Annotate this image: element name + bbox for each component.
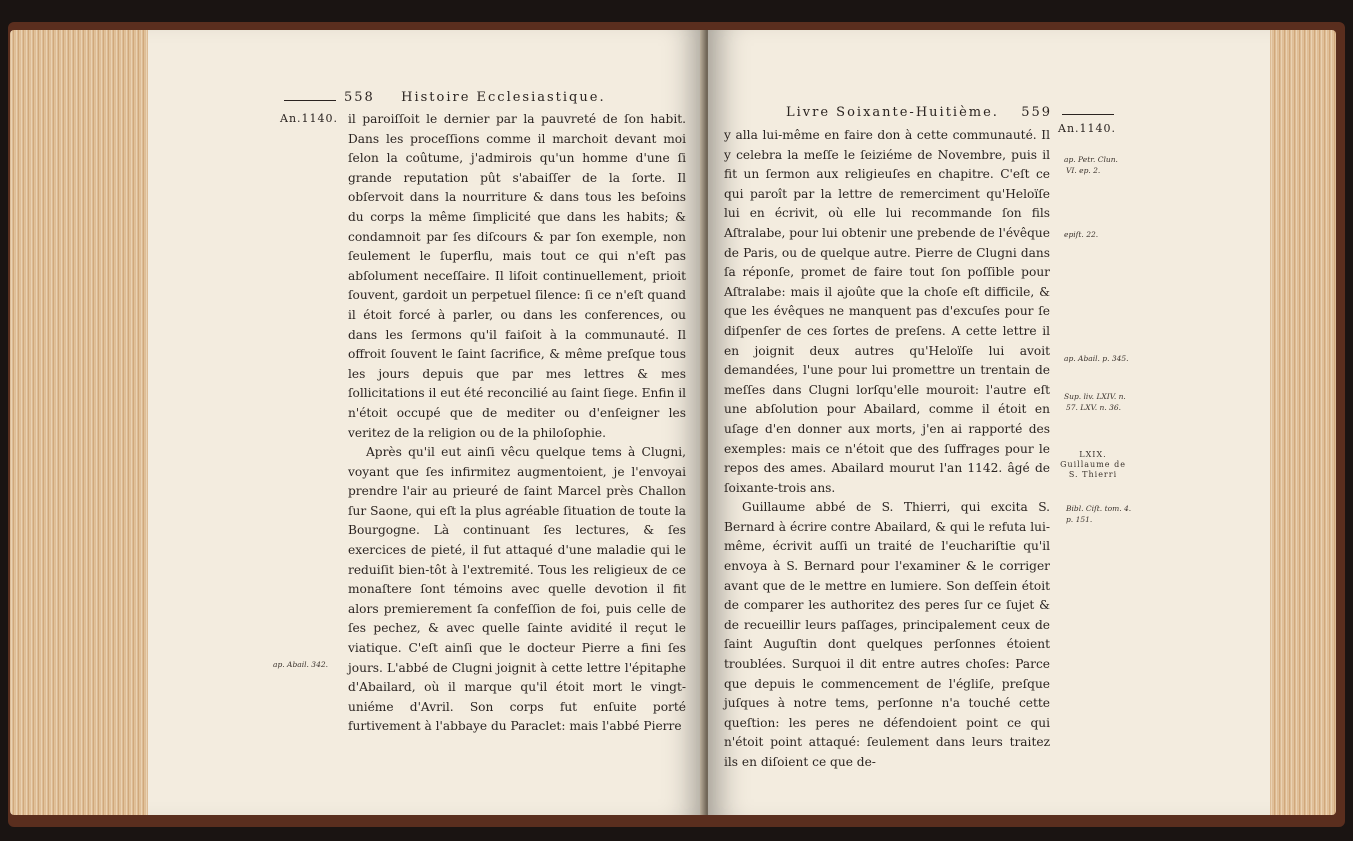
- right-running-head: [786, 105, 1052, 120]
- header-rule-left: [284, 100, 336, 101]
- left-body-text: [348, 110, 686, 737]
- left-running-head: [344, 90, 606, 105]
- right-margin-note-7: Bibl. Ciſt. tom. 4.: [1066, 504, 1132, 513]
- right-margin-note-6: 57. LXV. n. 36.: [1066, 403, 1122, 412]
- left-year: An.1140.: [280, 112, 339, 125]
- left-paragraph-1: il paroiſſoit le dernier par la pauvreté de ſon habit. Dans les proceſſions comme il marchoit devant moi ſelon la coûtume, j'admirois qu'un homme d'une ſi grande reputation pût s'abaiſſer de la ſorte. Il obſervoit dans la nourriture & dans tous les beſoins du corps la même ſimplicité que dans les habits; & condamnoit par ſes diſcours & par ſon exemple, non ſeulement le ſuperflu, mais tout ce qui n'eſt pas abſolument neceſſaire. Il liſoit continuellement, prioit ſouvent, gardoit un perpetuel ſilence: ſi ce n'eſt quand il étoit forcé à parler, ou dans les conferences, ou dans les ſermons qu'il faiſoit à la communauté. Il offroit ſouvent le ſaint ſacrifice, & même preſque tous les jours depuis que par mes lettres & mes ſollicitations il eut été reconcilié au ſaint ſiege. Enfin il n'étoit occupé que de mediter ou d'enſeigner les veritez de la religion ou de la philoſophie.: [348, 112, 686, 440]
- right-page-edges: [1268, 30, 1336, 815]
- right-paragraph-2: Guillaume abbé de S. Thierri, qui excita S. Bernard à écrire contre Abailard, & qui le refuta lui-même, écrivit auſſi un traité de l'euchariſtie qu'il envoya à S. Bernard pour l'examiner & le corriger avant que de le mettre en lumiere. Son deſſein étoit de comparer les authoritez des peres ſur ce ſujet & de recueillir leurs paſſages, principalement ceux de ſaint Auguſtin dont quelques perſonnes étoient troublées. Surquoi il dit entre autres choſes: Parce que depuis le commencement de l'égliſe, preſque juſques à notre tems, perſonne n'a touché cette queſtion: les peres ne défendoient point ce qui n'étoit point attaqué: ſeulement dans leurs traitez ils en diſoient ce que de-: [724, 500, 1050, 769]
- right-year: An.1140.: [1058, 122, 1117, 135]
- right-margin-note-2: VI. ep. 2.: [1066, 166, 1101, 175]
- right-header-title: Livre Soixante-Huitième.: [786, 105, 999, 120]
- section-heading-line-2: S. Thierri: [1068, 470, 1118, 479]
- right-paragraph-1: y alla lui-même en faire don à cette communauté. Il y celebra la meſſe le ſeiziéme de Novembre, puis il fit un ſermon aux religieuſes en chapitre. C'eſt ce qui paroît par la lettre de remerciment qu'Heloïſe lui en écrivit, où elle lui recommande ſon fils Aſtralabe, pour lui obtenir une prebende de l'évêque de Paris, ou de quelque autre. Pierre de Clugni dans ſa réponſe, promet de faire tout ſon poſſible pour Aſtralabe: mais il ajoûte que la choſe eſt difficile, & que les évêques ne manquent pas d'excuſes pour ſe diſpenſer de ces ſortes de preſens. A cette lettre il en joignit deux autres qu'Heloïſe lui avoit demandées, l'une pour lui promettre un trentain de meſſes dans Clugni lorſqu'elle mouroit: l'autre eſt une abſolution pour Abailard, comme il étoit en uſage d'en donner aux morts, j'en ai rapporté des exemples: mais ce n'étoit que des ſuffrages pour le repos des ames. Abailard mourut l'an 1142. âgé de ſoixante-trois ans.: [724, 128, 1050, 495]
- left-page-edges: [10, 30, 150, 815]
- left-page-number: 558: [344, 90, 375, 105]
- left-header-title: Histoire Ecclesiastique.: [401, 90, 606, 105]
- left-paragraph-2: Après qu'il eut ainſi vêcu quelque tems à Clugni, voyant que ſes infirmitez augmentoient, je l'envoyai prendre l'air au prieuré de ſaint Marcel près Challon ſur Saone, qui eſt la plus agréable ſituation de toute la Bourgogne. Là continuant ſes lectures, & ſes exercices de pieté, il fut attaqué d'une maladie qui le reduiſit bien-tôt à l'extremité. Tous les religieux de ce monaſtere ſont témoins avec quelle devotion il fit alors premierement ſa confeſſion de foi, puis celle de ſes pechez, & avec quelle ſainte avidité il reçut le viatique. C'eſt ainſi que le docteur Pierre a fini ſes jours. L'abbé de Clugni joignit à cette lettre l'épitaphe d'Abailard, où il marque qu'il étoit mort le vingt-uniéme d'Avril. Son corps fut enſuite porté furtivement à l'abbaye du Paraclet: mais l'abbé Pierre: [348, 445, 686, 734]
- left-page: [148, 30, 704, 815]
- right-margin-note-1: ap. Petr. Clun.: [1064, 155, 1118, 164]
- right-page: [708, 30, 1270, 815]
- section-heading-line-1: Guillaume de: [1060, 460, 1126, 469]
- right-margin-note-3: epiſt. 22.: [1064, 230, 1099, 239]
- right-margin-note-8: p. 151.: [1066, 515, 1093, 524]
- header-rule-right: [1062, 114, 1114, 115]
- right-body-text: [724, 126, 1050, 773]
- left-margin-note: ap. Abail. 342.: [273, 660, 328, 669]
- right-page-number: 559: [1021, 105, 1053, 120]
- section-heading: [1058, 450, 1128, 480]
- right-margin-note-5: Sup. liv. LXIV. n.: [1064, 392, 1126, 401]
- section-number: LXIX.: [1079, 450, 1107, 459]
- right-margin-note-4: ap. Abail. p. 345.: [1064, 354, 1129, 363]
